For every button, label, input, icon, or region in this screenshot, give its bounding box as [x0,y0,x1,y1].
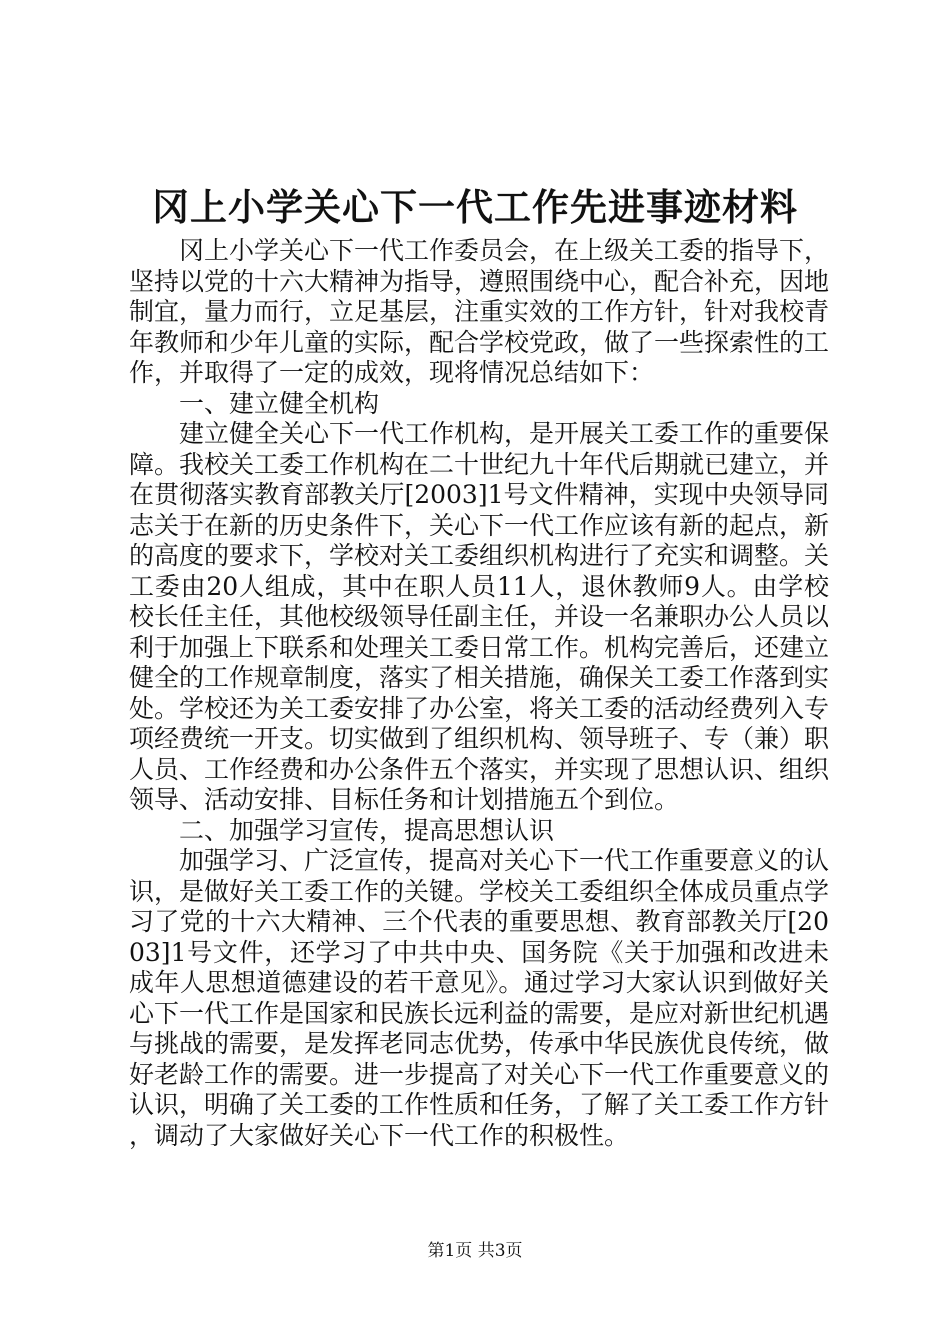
section-heading-1: 一、建立健全机构 [179,388,380,418]
section-1-paragraph: 建立健全关心下一代工作机构，是开展关工委工作的重要保障。我校关工委工作机构在二十世纪九十年代后期就已建立，并在贯彻落实教育部教关厅[2003]1号文件精神，实现中央领导同志关于在新的历史条件下，关心下一代工作应该有新的起点，新的高度的要求下，学校对关工委组织机构进行了充实和调整。关工委由20人组成，其中在职人员11人，退休教师9人。由学校校长任主任，其他校级领导任副主任，并设一名兼职办公人员以利于加强上下联系和处理关工委日常工作。机构完善后，还建立健全的工作规章制度，落实了相关措施，确保关工委工作落到实处。学校还为关工委安排了办公室，将关工委的活动经费列入专项经费统一开支。切实做到了组织机构、领导班子、专（兼）职人员、工作经费和办公条件五个落实，并实现了思想认识、组织领导、活动安排、目标任务和计划措施五个到位。 [129,419,830,814]
document-title: 冈上小学关心下一代工作先进事迹材料 [152,185,798,229]
section-heading-2: 二、加强学习宣传，提高思想认识 [179,815,555,845]
intro-paragraph: 冈上小学关心下一代工作委员会，在上级关工委的指导下，坚持以党的十六大精神为指导，遵照围绕中心，配合补充，因地制宜，量力而行，立足基层，注重实效的工作方针，针对我校青年教师和少年儿童的实际，配合学校党政，做了一些探索性的工作，并取得了一定的成效，现将情况总结如下： [129,236,830,387]
page-footer: 第1页 共3页 [427,1241,523,1261]
document-body [129,236,829,1151]
section-2-paragraph: 加强学习、广泛宣传，提高对关心下一代工作重要意义的认识，是做好关工委工作的关键。学校关工委组织全体成员重点学习了党的十六大精神、三个代表的重要思想、教育部教关厅[2003]1号文件，还学习了中共中央、国务院《关于加强和改进未成年人思想道德建设的若干意见》。通过学习大家认识到做好关心下一代工作是国家和民族长远利益的需要，是应对新世纪机遇与挑战的需要，是发挥老同志优势，传承中华民族优良传统，做好老龄工作的需要。进一步提高了对关心下一代工作重要意义的认识，明确了关工委的工作性质和任务，了解了关工委工作方针，调动了大家做好关心下一代工作的积极性。 [129,846,830,1150]
